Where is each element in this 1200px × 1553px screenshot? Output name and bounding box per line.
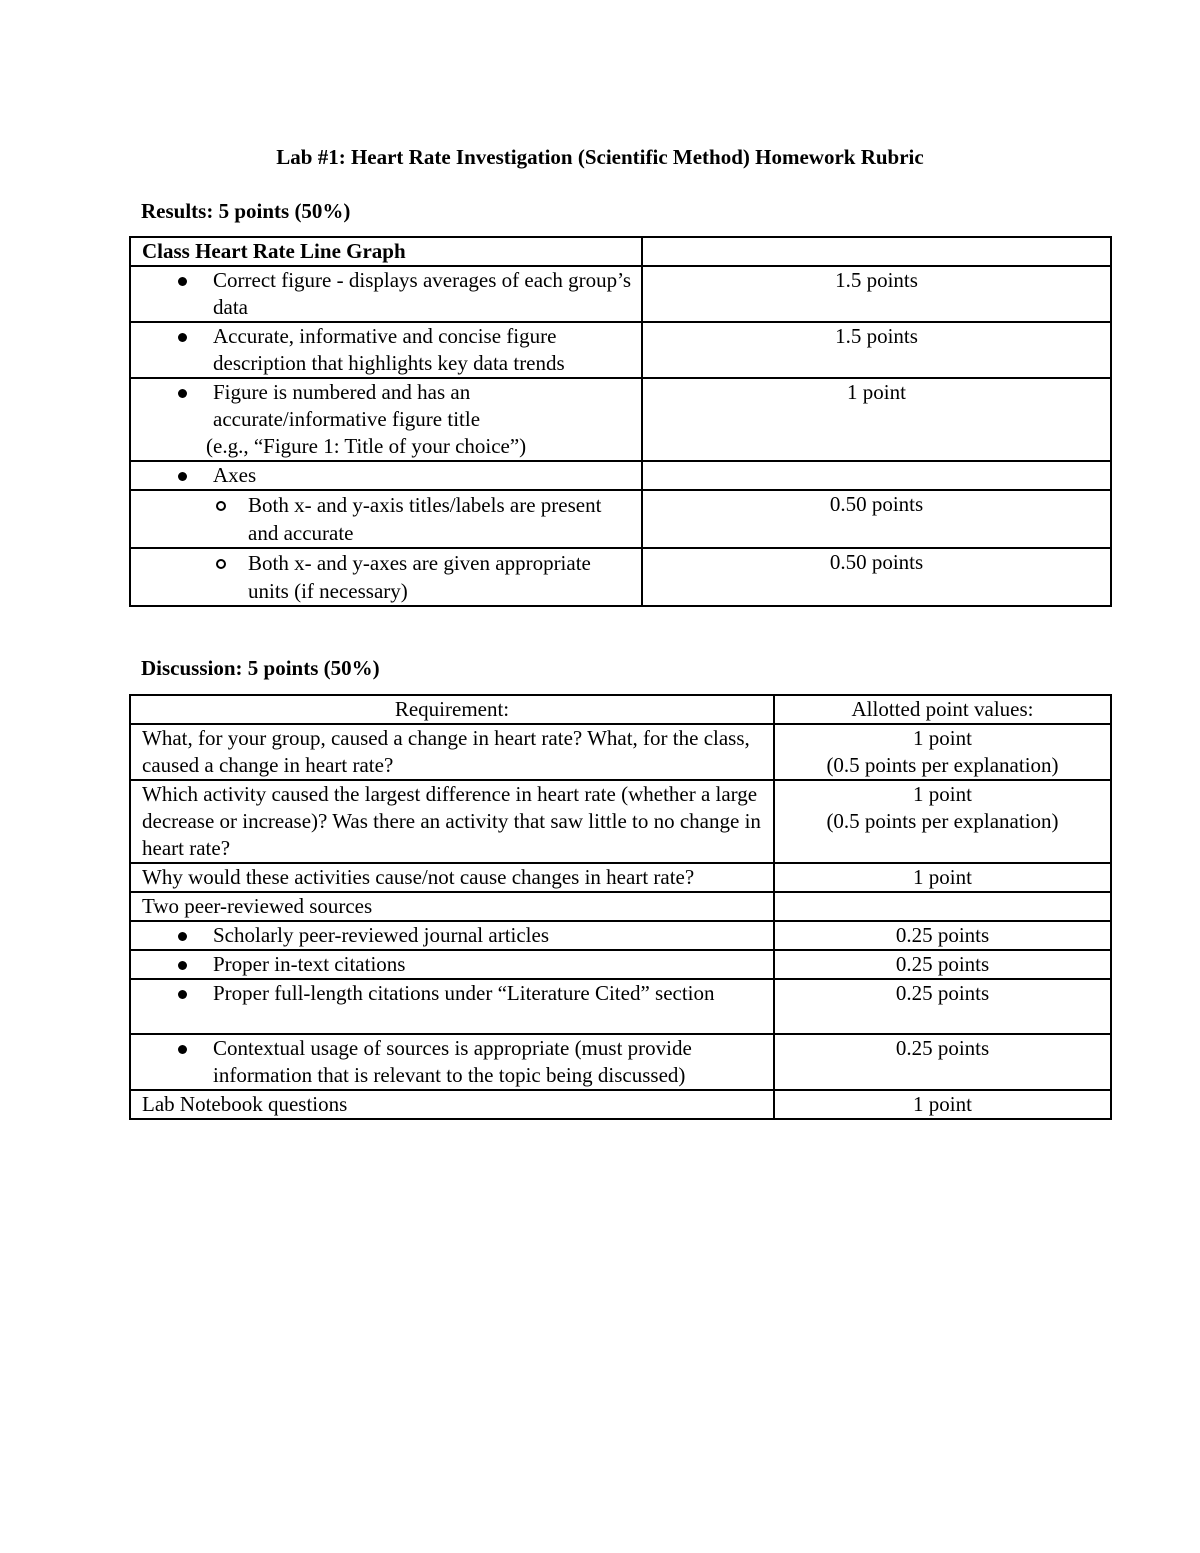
criterion-cell: [130, 461, 642, 490]
requirement-text: Proper full-length citations under “Literature Cited” section: [213, 981, 715, 1005]
requirement-cell: [130, 979, 774, 1034]
requirement-cell: Why would these activities cause/not cause changes in heart rate?: [130, 863, 774, 892]
points-cell: 0.25 points: [774, 921, 1111, 950]
table-row: [130, 724, 1111, 780]
points-value: 1 point: [913, 782, 972, 806]
points-cell: 1 point: [774, 863, 1111, 892]
points-detail: (0.5 points per explanation): [826, 809, 1059, 833]
points-cell: 1 point: [774, 1090, 1111, 1119]
bullet-icon: [178, 1045, 187, 1054]
table-row: [130, 695, 1111, 724]
page-title: Lab #1: Heart Rate Investigation (Scientific Method) Homework Rubric: [276, 145, 924, 169]
points-cell: 1.5 points: [642, 266, 1111, 322]
requirement-cell: Lab Notebook questions: [130, 1090, 774, 1119]
points-cell: [774, 892, 1111, 921]
results-table: [129, 236, 1112, 607]
requirement-text: Contextual usage of sources is appropriate (must provide information that is relevant to the topic being discussed): [213, 1036, 692, 1087]
table-row: [130, 892, 1111, 921]
table-row: [130, 266, 1111, 322]
table-row: [130, 461, 1111, 490]
requirement-text: Scholarly peer-reviewed journal articles: [213, 923, 550, 947]
table-row: [130, 1034, 1111, 1090]
table-row: [130, 950, 1111, 979]
criterion-text-line: Figure is numbered and has an: [213, 380, 471, 404]
points-cell: 0.25 points: [774, 979, 1111, 1034]
bullet-icon: [178, 472, 187, 481]
criterion-cell: [130, 490, 642, 548]
criterion-text: Accurate, informative and concise figure description that highlights key data trends: [213, 324, 565, 375]
requirement-cell: [130, 1034, 774, 1090]
table-row: [130, 1090, 1111, 1119]
table-row: [130, 548, 1111, 606]
points-cell: 0.25 points: [774, 1034, 1111, 1090]
points-cell: 0.25 points: [774, 950, 1111, 979]
table-row: [130, 979, 1111, 1034]
criterion-text-line: accurate/informative figure title: [213, 407, 481, 431]
points-cell: 1 point: [642, 378, 1111, 461]
requirement-cell: What, for your group, caused a change in heart rate? What, for the class, caused a change in heart rate?: [130, 724, 774, 780]
criterion-cell: [130, 266, 642, 322]
points-cell: 0.50 points: [642, 490, 1111, 548]
criterion-text-line: (e.g., “Figure 1: Title of your choice”): [206, 434, 527, 458]
sub-bullet-icon: [216, 559, 226, 569]
requirement-column-header: Requirement:: [130, 695, 774, 724]
points-cell: [774, 780, 1111, 863]
criterion-cell: [130, 548, 642, 606]
points-detail: (0.5 points per explanation): [826, 753, 1059, 777]
points-value: 1 point: [913, 726, 972, 750]
results-heading: Results: 5 points (50%): [141, 199, 351, 223]
bullet-icon: [178, 389, 187, 398]
criterion-cell: [130, 322, 642, 378]
requirement-text: Proper in-text citations: [213, 952, 406, 976]
requirement-cell: Which activity caused the largest difference in heart rate (whether a large decrease or increase)? Was there an activity that saw little to no change in heart rate?: [130, 780, 774, 863]
discussion-table: [129, 694, 1112, 1120]
table-row: [130, 863, 1111, 892]
table-row: [130, 322, 1111, 378]
results-table-header: Class Heart Rate Line Graph: [130, 237, 642, 266]
table-row: [130, 237, 1111, 266]
bullet-icon: [178, 990, 187, 999]
discussion-heading: Discussion: 5 points (50%): [141, 656, 380, 680]
bullet-icon: [178, 932, 187, 941]
bullet-icon: [178, 277, 187, 286]
criterion-text: Both x- and y-axes are given appropriate units (if necessary): [248, 551, 591, 603]
criterion-text: Both x- and y-axis titles/labels are present and accurate: [248, 493, 602, 545]
table-row: [130, 921, 1111, 950]
criterion-cell: [130, 378, 642, 461]
points-cell: 1.5 points: [642, 322, 1111, 378]
bullet-icon: [178, 961, 187, 970]
requirement-cell: Two peer-reviewed sources: [130, 892, 774, 921]
bullet-icon: [178, 333, 187, 342]
criterion-text: Correct figure - displays averages of each group’s data: [213, 268, 632, 319]
sub-bullet-icon: [216, 501, 226, 511]
requirement-cell: [130, 950, 774, 979]
requirement-cell: [130, 921, 774, 950]
points-cell: [774, 724, 1111, 780]
criterion-text: Axes: [213, 463, 257, 487]
points-cell: 0.50 points: [642, 548, 1111, 606]
table-row: [130, 378, 1111, 461]
table-row: [130, 780, 1111, 863]
points-cell: [642, 461, 1111, 490]
results-header-empty-cell: [642, 237, 1111, 266]
table-row: [130, 490, 1111, 548]
points-column-header: Allotted point values:: [774, 695, 1111, 724]
